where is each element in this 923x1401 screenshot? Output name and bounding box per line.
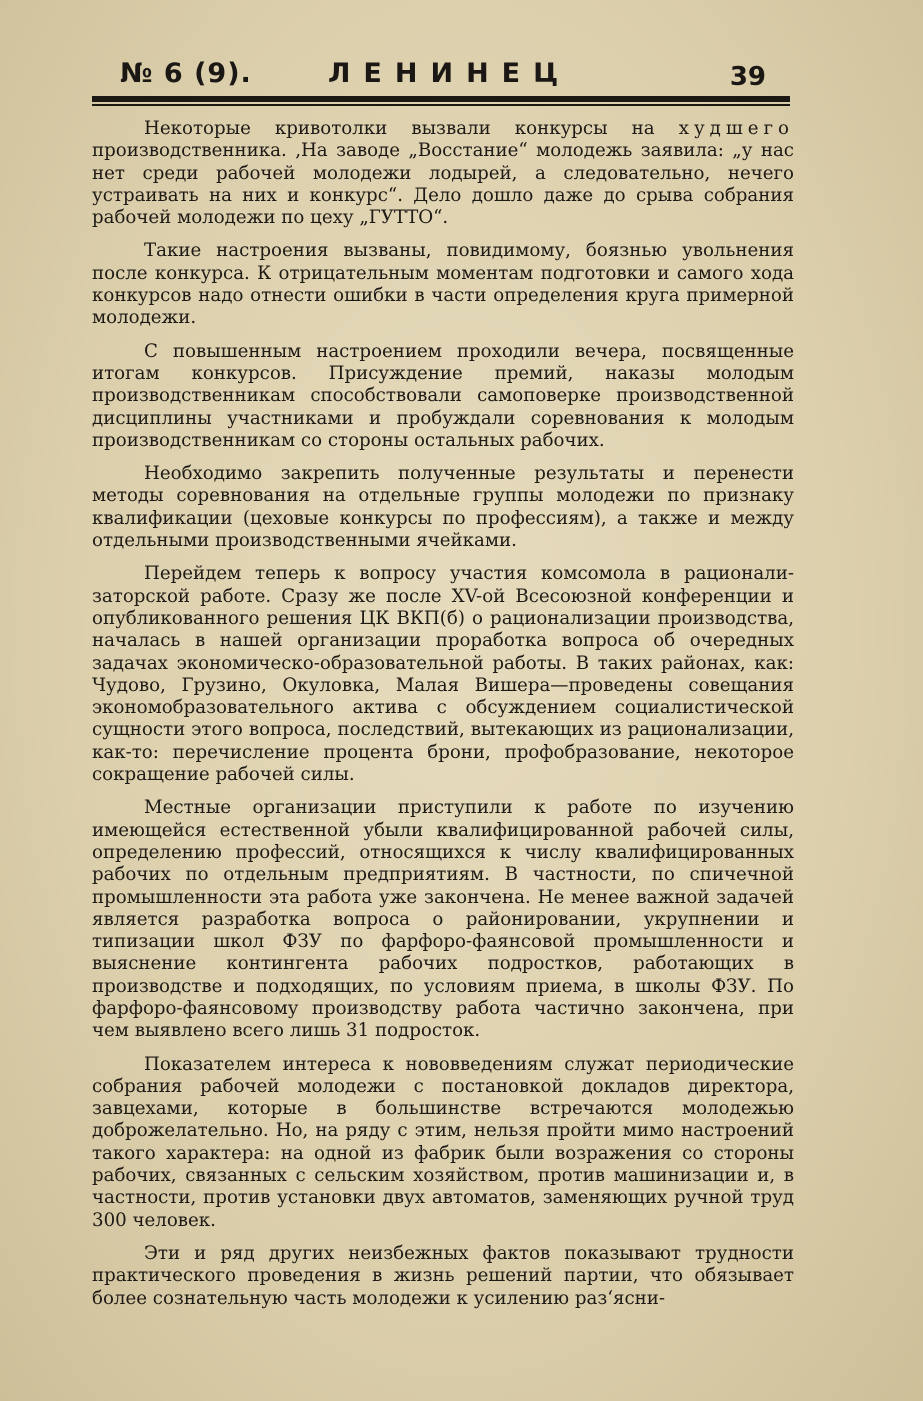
emphasized-word: худшего: [678, 118, 794, 139]
header-rule-thin: [92, 104, 790, 106]
paragraph-2: Такие настроения вызваны, повидимому, боязнью увольнения после конкурса. К отрицательным моментам подготовки и самого хода конкурсов надо отнести ошибки в части определения круга примерной молодежи.: [92, 240, 794, 329]
paragraph-1-rest: производственника. ‚На заводе „Восстание“ молодежь заявила: „у нас нет среди рабочей молодежи лодырей, а следовательно, нечего устраивать на них и конкурс“. Дело дошло даже до срыва собрания рабочей молодежи по цеху „ГУТТО“.: [92, 140, 794, 229]
paragraph-4: Необходимо закрепить полученные результаты и перенести методы соревнования на отдельные группы молодежи по признаку квалификации (цеховые конкурсы по профессиям), а также и между отдельными производственными ячейками.: [92, 463, 794, 552]
paragraph-6: Местные организации приступили к работе по изучению имеющейся естественной убыли квалифицированной рабочей силы, определению профессий, относящихся к числу квалифицированных рабочих по отдельным предприятиям. В частности, по спичечной промышленности эта работа уже закончена. Не менее важной задачей является разработка вопроса о районировании, укрупнении и типизации школ ФЗУ по фарфоро-фаянсовой промышленности и выяснение контингента рабочих подростков, работающих в производстве и подходящих, по условиям приема, в школы ФЗУ. По фарфоро-фаянсовому производству работа частично закончена, при чем выявлено всего лишь 31 подросток.: [92, 797, 794, 1042]
article-body: [92, 118, 794, 1321]
page-number: 39: [729, 62, 766, 92]
paragraph-7: Показателем интереса к нововведениям служат периодические собрания рабочей молодежи с постановкой докладов директора, завцехами, которые в большинстве встречаются молодежью доброжелательно. Но, на ряду с этим, нельзя пройти мимо настроений такого характера: на одной из фабрик были возражения со стороны рабочих, связанных с сельским хозяйством, против машинизации и, в частности, против установки двух автоматов, заменяющих ручной труд 300 человек.: [92, 1053, 794, 1231]
header-rule-thick: [92, 96, 790, 102]
running-header: [96, 52, 790, 96]
paragraph-1: [92, 118, 794, 229]
paragraph-5: Перейдем теперь к вопросу участия комсомола в рационализаторской работе. Сразу же после XV-ой Всесоюзной конференции и опубликованного решения ЦК ВКП(б) о рационализации производства, началась в нашей организации проработка вопроса об очередных задачах экономическо-образовательной работы. В таких районах, как: Чудово, Грузино, Окуловка, Малая Вишера—проведены совещания экономобразовательного актива с обсуждением социалистической сущности этого вопроса, последствий, вытекающих из рационализации, как-то: перечисление процента брони, профобразование, некоторое сокращение рабочей силы.: [92, 563, 794, 786]
paragraph-8: Эти и ряд других неизбежных фактов показывают трудности практического проведения в жизнь решений партии, что обязывает более сознательную часть молодежи к усилению раз‘ясни-: [92, 1242, 794, 1309]
paragraph-3: С повышенным настроением проходили вечера, посвященные итогам конкурсов. Присуждение премий, наказы молодым производственникам способствовали самоповерке производственной дисциплины участниками и пробуждали соревнования к молодым производственникам со стороны остальных рабочих.: [92, 340, 794, 451]
journal-title: ЛЕНИНЕЦ: [328, 58, 572, 89]
paragraph-1-lead: Некоторые кривотолки вызвали конкурсы на: [144, 118, 679, 139]
issue-number: № 6 (9).: [120, 58, 252, 89]
